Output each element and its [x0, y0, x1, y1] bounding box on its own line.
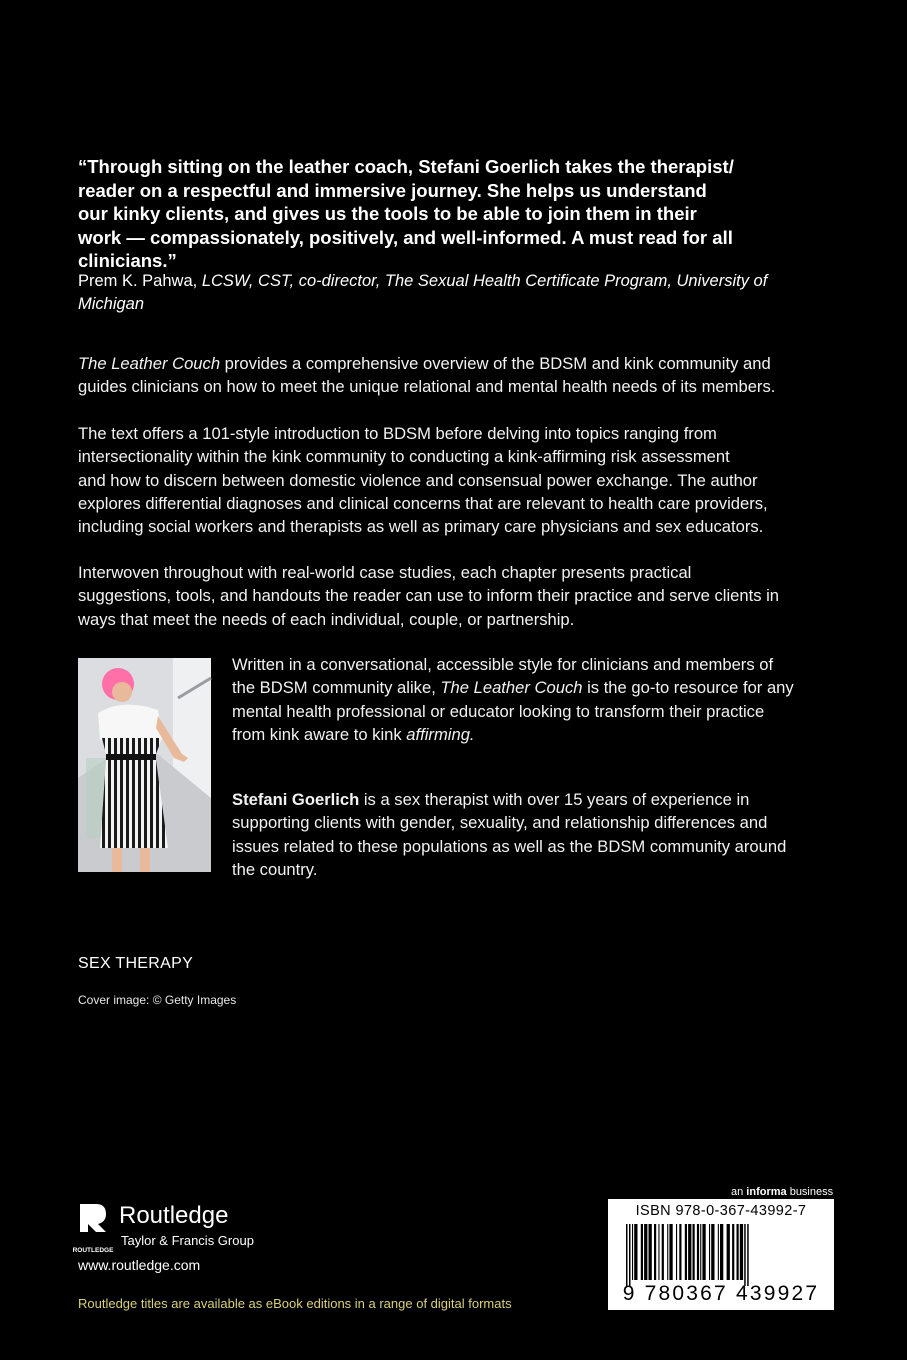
barcode-guard-bar	[626, 1224, 628, 1286]
barcode-bar	[700, 1224, 701, 1280]
endorser-credentials: LCSW, CST, co-director, The Sexual Health Certificate Program, University of	[201, 272, 768, 290]
barcode-bar	[720, 1224, 723, 1280]
ebook-note: Routledge titles are available as eBook editions in a range of digital formats	[78, 1296, 512, 1311]
quote-line: clinicians.”	[78, 250, 177, 271]
book-title: The Leather Couch	[78, 354, 221, 373]
quote-line: “Through sitting on the leather coach, Stefani Goerlich takes the therapist/	[78, 156, 734, 177]
description-paragraph-1: The Leather Couch provides a comprehensive overview of the BDSM and kink community and guides clinicians on how to meet the unique relational and mental health needs of its members.	[78, 354, 776, 397]
barcode-bar	[718, 1224, 719, 1280]
description-paragraph-3: Interwoven throughout with real-world case studies, each chapter presents practical suggestions, tools, and handouts the reader can use to inform their practice and serve clients in ways that meet the needs of each individual, couple, or partnership.	[78, 563, 780, 629]
quote-line: work — compassionately, positively, and well-informed. A must read for all	[78, 226, 733, 248]
barcode-bar	[711, 1224, 714, 1280]
book-title-inline: The Leather Couch	[440, 678, 583, 698]
barcode-bar	[649, 1224, 652, 1280]
barcode-bars	[614, 1224, 828, 1286]
author-name: Stefani Goerlich	[232, 790, 360, 809]
barcode-bar	[679, 1224, 681, 1280]
endorser-name: Prem K. Pahwa,	[78, 272, 202, 290]
barcode-bar	[658, 1224, 659, 1280]
barcode-bar	[688, 1224, 691, 1280]
barcode-bar	[737, 1224, 739, 1280]
endorsement-quote	[78, 155, 838, 273]
barcode-bar	[740, 1224, 743, 1280]
barcode-bar	[644, 1224, 647, 1280]
category-label: SEX THERAPY	[78, 955, 194, 972]
barcode-guard-bar	[629, 1224, 631, 1286]
barcode-guard-bar	[747, 1224, 749, 1286]
barcode-bar	[632, 1224, 633, 1280]
endorsement-attribution	[78, 270, 838, 316]
barcode-bar	[676, 1224, 677, 1280]
description-paragraph-4: Written in a conversational, accessible style for clinicians and members of the BDSM community alike, The Leather Couch is the go-to resource for any mental health professional or educator looking to transform their practice from kink aware to kink affirming.	[232, 655, 794, 744]
barcode-bar	[732, 1224, 734, 1280]
barcode-bar	[709, 1224, 710, 1280]
barcode-bar	[662, 1224, 664, 1280]
isbn-label: ISBN 978-0-367-43992-7	[635, 1203, 807, 1219]
publisher-group: Taylor & Francis Group	[121, 1233, 254, 1248]
barcode-bar	[669, 1224, 672, 1280]
endorser-credentials-cont: Michigan	[78, 295, 145, 313]
barcode-bar	[667, 1224, 668, 1280]
barcode-guard-bar	[744, 1224, 746, 1286]
barcode-bar	[641, 1224, 643, 1280]
isbn-barcode	[608, 1199, 834, 1310]
quote-line: our kinky clients, and gives us the tools to be able to join them in their	[78, 203, 697, 224]
barcode-bar	[727, 1224, 730, 1280]
publisher-name: Routledge	[119, 1202, 229, 1229]
routledge-logo-icon	[72, 1202, 114, 1254]
informa-tagline: an informa business	[731, 1186, 834, 1198]
barcode-bar	[634, 1224, 637, 1280]
quote-line: reader on a respectful and immersive journey. She helps us understand	[78, 179, 707, 201]
cover-credit: Cover image: © Getty Images	[78, 993, 237, 1007]
author-bio: Stefani Goerlich is a sex therapist with over 15 years of experience in supporting clients with gender, sexuality, and relationship differences and issues related to these populations as well as the BDSM community around the country.	[232, 790, 787, 879]
author-photo	[78, 658, 211, 872]
isbn-digits: 9 780367 439927	[622, 1282, 820, 1305]
description-paragraph-2: The text offers a 101-style introduction to BDSM before delving into topics ranging from intersectionality within the kink community to conducting a kink-affirming risk assessment and how to discern between domestic violence and consensual power exchange. The author explores differential diagnoses and clinical concerns that are relevant to health care providers, including social workers and therapists as well as primary care physicians and sex educators.	[78, 424, 768, 537]
barcode-bar	[702, 1224, 705, 1280]
publisher-url[interactable]: www.routledge.com	[78, 1257, 201, 1273]
barcode-bar	[693, 1224, 695, 1280]
barcode-bar	[654, 1224, 656, 1280]
barcode-bar	[697, 1224, 699, 1280]
logo-vertical-text: ROUTLEDGE	[72, 1247, 114, 1254]
barcode-bar	[685, 1224, 687, 1280]
